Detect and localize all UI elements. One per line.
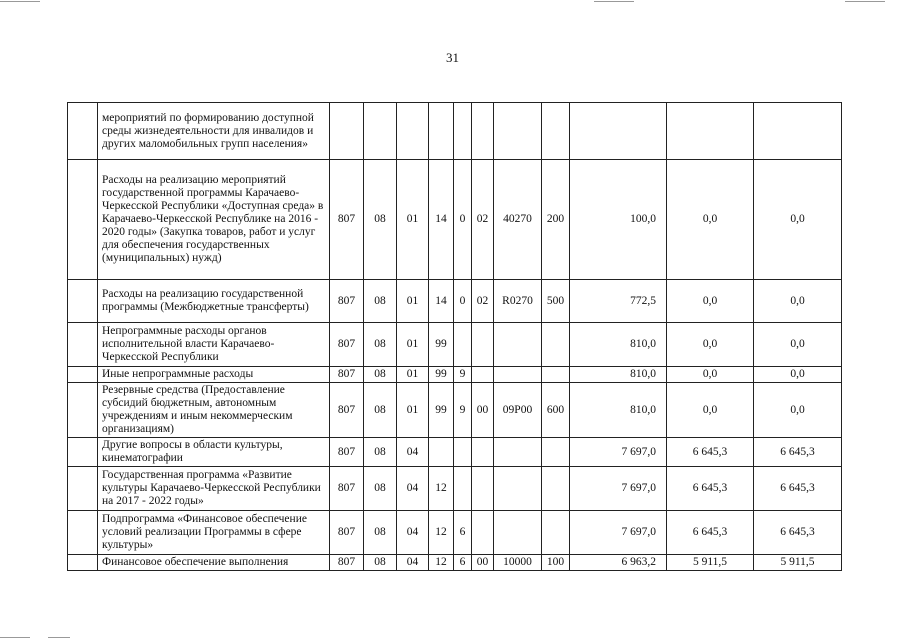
code-cell-c6: 00	[472, 383, 494, 438]
row-description: Расходы на реализацию государственной программы (Межбюджетные трансферты)	[98, 280, 330, 323]
code-cell-c6	[472, 323, 494, 367]
amount-cell-v3: 0,0	[754, 367, 842, 383]
amount-cell-v3: 0,0	[754, 160, 842, 280]
amount-cell-v3: 0,0	[754, 383, 842, 438]
code-cell-c7	[494, 438, 542, 467]
code-cell-c3: 01	[397, 367, 429, 383]
code-cell-c6	[472, 467, 494, 511]
code-cell-c5	[454, 467, 472, 511]
code-cell-c8	[542, 367, 570, 383]
code-cell-c8	[542, 438, 570, 467]
row-margin-cell	[68, 467, 98, 511]
code-cell-c8	[542, 103, 570, 160]
code-cell-c2: 08	[364, 323, 397, 367]
code-cell-c3: 01	[397, 160, 429, 280]
amount-cell-v1: 7 697,0	[570, 438, 667, 467]
code-cell-c4: 99	[429, 323, 454, 367]
table-row	[68, 511, 842, 555]
code-cell-c3: 01	[397, 280, 429, 323]
table-row	[68, 383, 842, 438]
amount-cell-v1	[570, 103, 667, 160]
code-cell-c1: 807	[330, 555, 364, 571]
row-margin-cell	[68, 367, 98, 383]
code-cell-c1: 807	[330, 280, 364, 323]
row-margin-cell	[68, 383, 98, 438]
row-description: Другие вопросы в области культуры, кинематографии	[98, 438, 330, 467]
amount-cell-v3: 5 911,5	[754, 555, 842, 571]
amount-cell-v3: 6 645,3	[754, 511, 842, 555]
code-cell-c8	[542, 511, 570, 555]
code-cell-c1	[330, 103, 364, 160]
code-cell-c5: 6	[454, 511, 472, 555]
amount-cell-v1: 100,0	[570, 160, 667, 280]
row-description: мероприятий по формированию доступной среды жизнедеятельности для инвалидов и других маломобильных групп населения»	[98, 103, 330, 160]
code-cell-c8: 500	[542, 280, 570, 323]
code-cell-c4: 99	[429, 367, 454, 383]
row-margin-cell	[68, 280, 98, 323]
row-margin-cell	[68, 160, 98, 280]
amount-cell-v1: 6 963,2	[570, 555, 667, 571]
code-cell-c2: 08	[364, 467, 397, 511]
code-cell-c7: 40270	[494, 160, 542, 280]
code-cell-c1: 807	[330, 323, 364, 367]
code-cell-c6: 02	[472, 160, 494, 280]
amount-cell-v1: 810,0	[570, 383, 667, 438]
amount-cell-v3: 0,0	[754, 323, 842, 367]
code-cell-c3: 01	[397, 323, 429, 367]
table-row	[68, 280, 842, 323]
row-margin-cell	[68, 555, 98, 571]
amount-cell-v1: 7 697,0	[570, 511, 667, 555]
row-description: Финансовое обеспечение выполнения	[98, 555, 330, 571]
code-cell-c6	[472, 367, 494, 383]
code-cell-c7	[494, 511, 542, 555]
code-cell-c7	[494, 103, 542, 160]
code-cell-c3: 04	[397, 555, 429, 571]
code-cell-c4: 12	[429, 555, 454, 571]
row-description: Расходы на реализацию мероприятий государственной программы Карачаево-Черкесской Республики «Доступная среда» в Карачаево-Черкесской Республике на 2016 - 2020 годы» (Закупка товаров, работ и услуг для обеспечения государственных (муниципальных) нужд)	[98, 160, 330, 280]
code-cell-c5	[454, 103, 472, 160]
table-row	[68, 103, 842, 160]
amount-cell-v3	[754, 103, 842, 160]
code-cell-c4	[429, 438, 454, 467]
code-cell-c2	[364, 103, 397, 160]
code-cell-c4: 12	[429, 467, 454, 511]
code-cell-c6	[472, 103, 494, 160]
code-cell-c2: 08	[364, 160, 397, 280]
row-margin-cell	[68, 103, 98, 160]
code-cell-c4: 12	[429, 511, 454, 555]
code-cell-c7: 09P00	[494, 383, 542, 438]
code-cell-c2: 08	[364, 280, 397, 323]
page-number: 31	[446, 50, 459, 65]
code-cell-c1: 807	[330, 511, 364, 555]
code-cell-c8	[542, 323, 570, 367]
amount-cell-v1: 810,0	[570, 367, 667, 383]
code-cell-c3: 04	[397, 438, 429, 467]
code-cell-c6: 02	[472, 280, 494, 323]
amount-cell-v1: 810,0	[570, 323, 667, 367]
amount-cell-v2: 0,0	[667, 323, 754, 367]
code-cell-c2: 08	[364, 438, 397, 467]
code-cell-c5	[454, 438, 472, 467]
amount-cell-v2: 6 645,3	[667, 467, 754, 511]
code-cell-c5: 6	[454, 555, 472, 571]
row-description: Подпрограмма «Финансовое обеспечение условий реализации Программы в сфере культуры»	[98, 511, 330, 555]
code-cell-c5	[454, 323, 472, 367]
amount-cell-v2: 0,0	[667, 280, 754, 323]
amount-cell-v2: 0,0	[667, 160, 754, 280]
row-description: Резервные средства (Предоставление субсидий бюджетным, автономным учреждениям и иным некоммерческим организациям)	[98, 383, 330, 438]
code-cell-c7: 10000	[494, 555, 542, 571]
code-cell-c6	[472, 511, 494, 555]
table-row	[68, 555, 842, 571]
code-cell-c4	[429, 103, 454, 160]
amount-cell-v1: 7 697,0	[570, 467, 667, 511]
code-cell-c1: 807	[330, 467, 364, 511]
code-cell-c8: 100	[542, 555, 570, 571]
amount-cell-v2: 0,0	[667, 367, 754, 383]
code-cell-c5: 0	[454, 160, 472, 280]
code-cell-c7	[494, 367, 542, 383]
code-cell-c2: 08	[364, 367, 397, 383]
code-cell-c6	[472, 438, 494, 467]
code-cell-c8	[542, 467, 570, 511]
budget-table	[67, 102, 842, 571]
code-cell-c8: 600	[542, 383, 570, 438]
code-cell-c3: 01	[397, 383, 429, 438]
row-margin-cell	[68, 511, 98, 555]
table-row	[68, 160, 842, 280]
row-description: Государственная программа «Развитие культуры Карачаево-Черкесской Республики на 2017 - 2022 годы»	[98, 467, 330, 511]
code-cell-c1: 807	[330, 367, 364, 383]
code-cell-c4: 14	[429, 280, 454, 323]
code-cell-c4: 99	[429, 383, 454, 438]
code-cell-c3: 04	[397, 511, 429, 555]
code-cell-c2: 08	[364, 383, 397, 438]
table-row	[68, 467, 842, 511]
table-row	[68, 438, 842, 467]
code-cell-c1: 807	[330, 438, 364, 467]
code-cell-c7	[494, 467, 542, 511]
amount-cell-v3: 6 645,3	[754, 438, 842, 467]
code-cell-c2: 08	[364, 511, 397, 555]
row-margin-cell	[68, 438, 98, 467]
row-description: Иные непрограммные расходы	[98, 367, 330, 383]
code-cell-c4: 14	[429, 160, 454, 280]
code-cell-c6: 00	[472, 555, 494, 571]
code-cell-c3	[397, 103, 429, 160]
code-cell-c5: 0	[454, 280, 472, 323]
amount-cell-v3: 6 645,3	[754, 467, 842, 511]
row-description: Непрограммные расходы органов исполнительной власти Карачаево-Черкесской Республики	[98, 323, 330, 367]
code-cell-c5: 9	[454, 367, 472, 383]
amount-cell-v1: 772,5	[570, 280, 667, 323]
code-cell-c5: 9	[454, 383, 472, 438]
amount-cell-v2: 5 911,5	[667, 555, 754, 571]
amount-cell-v2: 0,0	[667, 383, 754, 438]
amount-cell-v3: 0,0	[754, 280, 842, 323]
code-cell-c7: R0270	[494, 280, 542, 323]
code-cell-c1: 807	[330, 160, 364, 280]
table-row	[68, 367, 842, 383]
row-margin-cell	[68, 323, 98, 367]
amount-cell-v2: 6 645,3	[667, 511, 754, 555]
table-row	[68, 323, 842, 367]
code-cell-c2: 08	[364, 555, 397, 571]
amount-cell-v2	[667, 103, 754, 160]
code-cell-c7	[494, 323, 542, 367]
amount-cell-v2: 6 645,3	[667, 438, 754, 467]
code-cell-c8: 200	[542, 160, 570, 280]
code-cell-c1: 807	[330, 383, 364, 438]
code-cell-c3: 04	[397, 467, 429, 511]
